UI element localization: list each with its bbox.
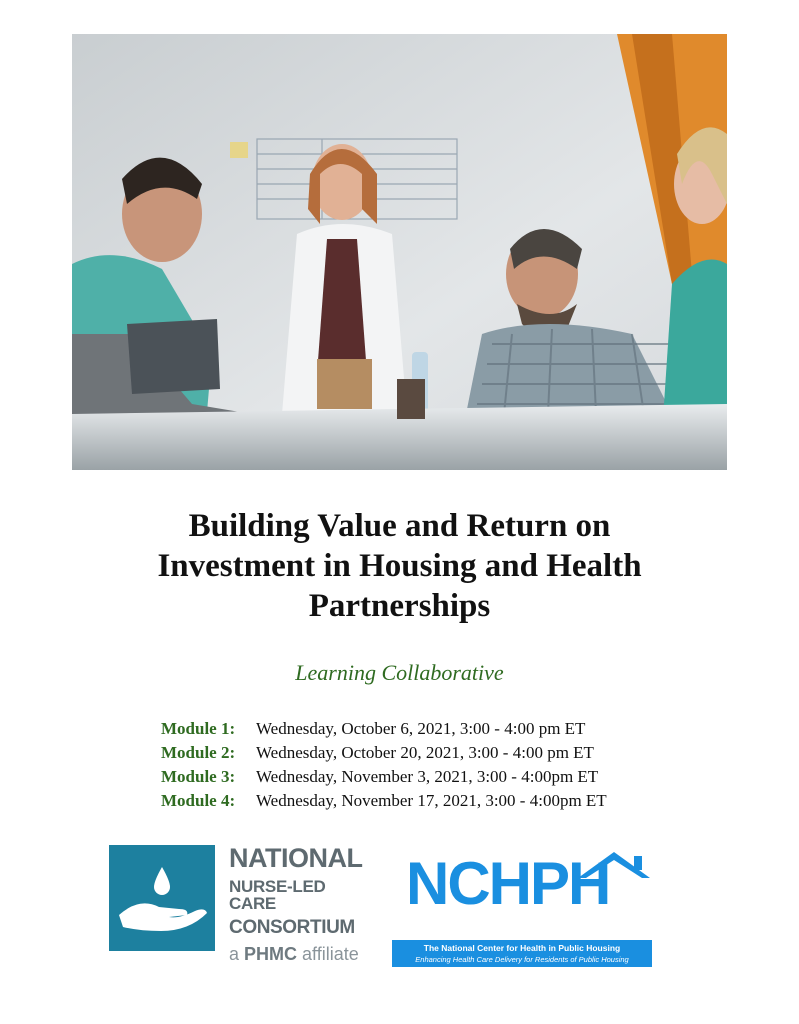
- module-date: Wednesday, November 3, 2021, 3:00 - 4:00pm ET: [256, 767, 599, 786]
- module-row: [161, 741, 681, 765]
- module-label: Module 2:: [161, 743, 236, 762]
- affiliate-strong: PHMC: [244, 944, 298, 964]
- nchph-wordmark: NCHPH: [406, 850, 610, 917]
- module-date: Wednesday, October 6, 2021, 3:00 - 4:00 pm ET: [256, 719, 586, 738]
- nnlc-line-3: CONSORTIUM: [229, 917, 355, 938]
- meeting-photo: [72, 34, 727, 470]
- nnlc-affiliate: [229, 945, 371, 963]
- document-title: [0, 506, 799, 626]
- module-row: [161, 789, 681, 813]
- module-date: Wednesday, October 20, 2021, 3:00 - 4:00 pm ET: [256, 743, 594, 762]
- module-label: Module 3:: [161, 767, 236, 786]
- module-row: [161, 717, 681, 741]
- module-schedule: [161, 717, 681, 813]
- title-line-3: Partnerships: [308, 588, 491, 624]
- house-roof-icon: [576, 850, 652, 920]
- title-line-2: Investment in Housing and Health: [157, 548, 642, 584]
- affiliate-suffix: affiliate: [302, 944, 359, 964]
- subtitle: Learning Collaborative: [295, 660, 504, 685]
- nchph-banner-line-2: Enhancing Health Care Delivery for Residents of Public Housing: [415, 955, 629, 964]
- nnlc-wordmark: [229, 845, 371, 963]
- nchph-banner: [392, 940, 652, 967]
- title-line-1: Building Value and Return on: [188, 508, 611, 544]
- nchph-banner-line-1: The National Center for Health in Public Housing: [423, 943, 621, 953]
- nnlc-line-1: NATIONAL: [229, 843, 363, 873]
- module-row: [161, 765, 681, 789]
- meeting-illustration: [72, 34, 727, 470]
- module-label: Module 1:: [161, 719, 236, 738]
- nnlc-line-2: NURSE-LED CARE: [229, 877, 326, 913]
- nnlc-logo: [109, 843, 371, 964]
- module-label: Module 4:: [161, 791, 236, 810]
- hand-drop-icon: [109, 845, 215, 951]
- affiliate-prefix: a: [229, 944, 240, 964]
- module-date: Wednesday, November 17, 2021, 3:00 - 4:00pm ET: [256, 791, 607, 810]
- nchph-logo: [392, 850, 660, 970]
